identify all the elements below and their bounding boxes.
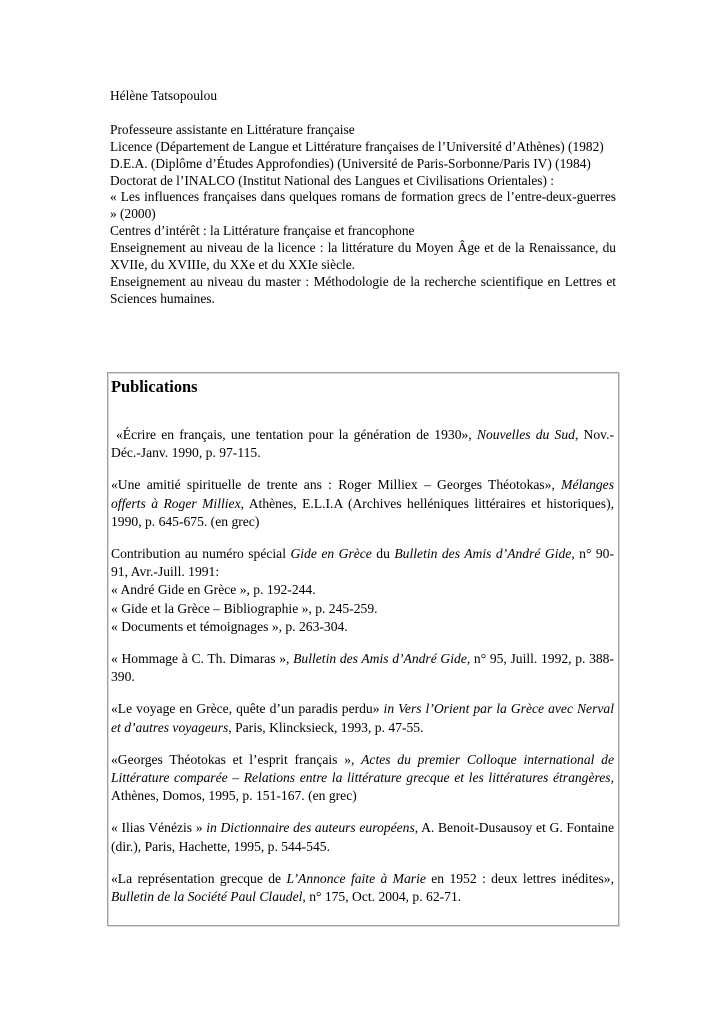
bio-line-position: Professeure assistante en Littérature française bbox=[110, 121, 355, 137]
publication-text: «Le voyage en Grèce, quête d’un paradis perdu» bbox=[111, 701, 384, 717]
publication-source: Bulletin de la Société Paul Claudel bbox=[111, 889, 303, 905]
bio-line-teaching-master: Enseignement au niveau du master : Méthodologie de la recherche scientifique en Lettres et Sciences humaines. bbox=[110, 273, 616, 306]
bio-line-interests: Centres d’intérêt : la Littérature française et francophone bbox=[110, 223, 415, 239]
publication-text: «Une amitié spirituelle de trente ans : Roger Milliex – Georges Théotokas», bbox=[111, 477, 562, 493]
publication-source: Nouvelles du Sud bbox=[476, 427, 575, 442]
publication-text: «Georges Théotokas et l’esprit français », bbox=[111, 751, 362, 767]
publications-box bbox=[107, 372, 619, 926]
publication-details: , A. Benoit-Dusausoy et G. Fontaine (dir.), Paris, Hachette, 1995, p. 544-545. bbox=[111, 820, 614, 854]
publication-source: Bulletin des Amis d’André Gide bbox=[293, 651, 467, 667]
publication-text: « Ilias Vénézis » bbox=[111, 820, 207, 836]
publication-item bbox=[111, 476, 614, 531]
publication-details: , Paris, Klincksieck, 1993, p. 47-55. bbox=[228, 719, 424, 735]
publication-source: Mélanges offerts à Roger Milliex bbox=[111, 477, 614, 511]
publication-source: L’Annonce faite à Marie bbox=[286, 870, 426, 886]
publication-text: «La représentation grecque de bbox=[111, 870, 287, 886]
publication-item bbox=[111, 819, 614, 855]
author-name: Hélène Tatsopoulou bbox=[110, 88, 218, 103]
publication-subitem: « Documents et témoignages », p. 263-304. bbox=[111, 618, 348, 634]
publication-subitem: « Gide et la Grèce – Bibliographie », p. 245-259. bbox=[111, 600, 378, 616]
publication-item bbox=[111, 700, 614, 736]
publication-subitem: « André Gide en Grèce », p. 192-244. bbox=[111, 582, 316, 598]
publication-source: in Dictionnaire des auteurs européens bbox=[206, 820, 415, 836]
publication-item bbox=[111, 650, 614, 686]
publication-source: Gide en Grèce bbox=[290, 546, 372, 562]
publication-source: Actes du premier Colloque international de Littérature comparée – Relations entre la littérature grecque et les littératures étrangères, bbox=[111, 751, 614, 786]
publication-item bbox=[111, 751, 614, 806]
publications-list bbox=[111, 426, 614, 906]
publication-text: du bbox=[371, 546, 395, 562]
bio-line-thesis-title: « Les influences françaises dans quelques romans de formation grecs de l’entre-deux-guerres » (2000) bbox=[110, 189, 616, 222]
publication-details: , Athènes, E.L.I.A (Archives helléniques littéraires et historiques), 1990, p. 645-675. (en grec) bbox=[111, 495, 615, 529]
publication-item bbox=[111, 426, 614, 462]
bio-line-doctorat: Doctorat de l’INALCO (Institut National des Langues et Civilisations Orientales) : bbox=[110, 172, 555, 188]
publications-heading: Publications bbox=[111, 377, 198, 396]
bio-line-dea: D.E.A. (Diplôme d’Études Approfondies) (Université de Paris-Sorbonne/Paris IV) (1984) bbox=[110, 155, 591, 171]
publication-details: , n° 95, Juill. 1992, p. 388-390. bbox=[111, 651, 615, 685]
publication-text: Contribution au numéro spécial bbox=[111, 546, 291, 562]
publication-details: , Nov.-Déc.-Janv. 1990, p. 97-115. bbox=[111, 427, 615, 461]
bio-line-teaching-licence: Enseignement au niveau de la licence : la littérature du Moyen Âge et de la Renaissance, du XVIIe, du XVIIIe, du XXe et du XXIe siècle. bbox=[110, 240, 616, 273]
bio-line-licence: Licence (Département de Langue et Littérature françaises de l’Université d’Athènes) (1982) bbox=[110, 138, 604, 154]
publication-details: , n° 90-91, Avr.-Juill. 1991: bbox=[111, 546, 614, 580]
publication-item bbox=[111, 545, 614, 636]
publication-details: , n° 175, Oct. 2004, p. 62-71. bbox=[302, 889, 462, 905]
publication-source: Bulletin des Amis d’André Gide bbox=[394, 546, 572, 562]
publication-source: in Vers l’Orient par la Grèce avec Nerval et d’autres voyageurs bbox=[111, 701, 614, 735]
biography-section bbox=[110, 88, 616, 308]
publication-details: Athènes, Domos, 1995, p. 151-167. (en grec) bbox=[111, 788, 357, 804]
publication-text: « Hommage à C. Th. Dimaras », bbox=[111, 651, 294, 667]
publication-item bbox=[111, 870, 614, 906]
publication-text: «Écrire en français, une tentation pour la génération de 1930», bbox=[116, 427, 477, 442]
publication-text: en 1952 : deux lettres inédites», bbox=[425, 870, 614, 886]
